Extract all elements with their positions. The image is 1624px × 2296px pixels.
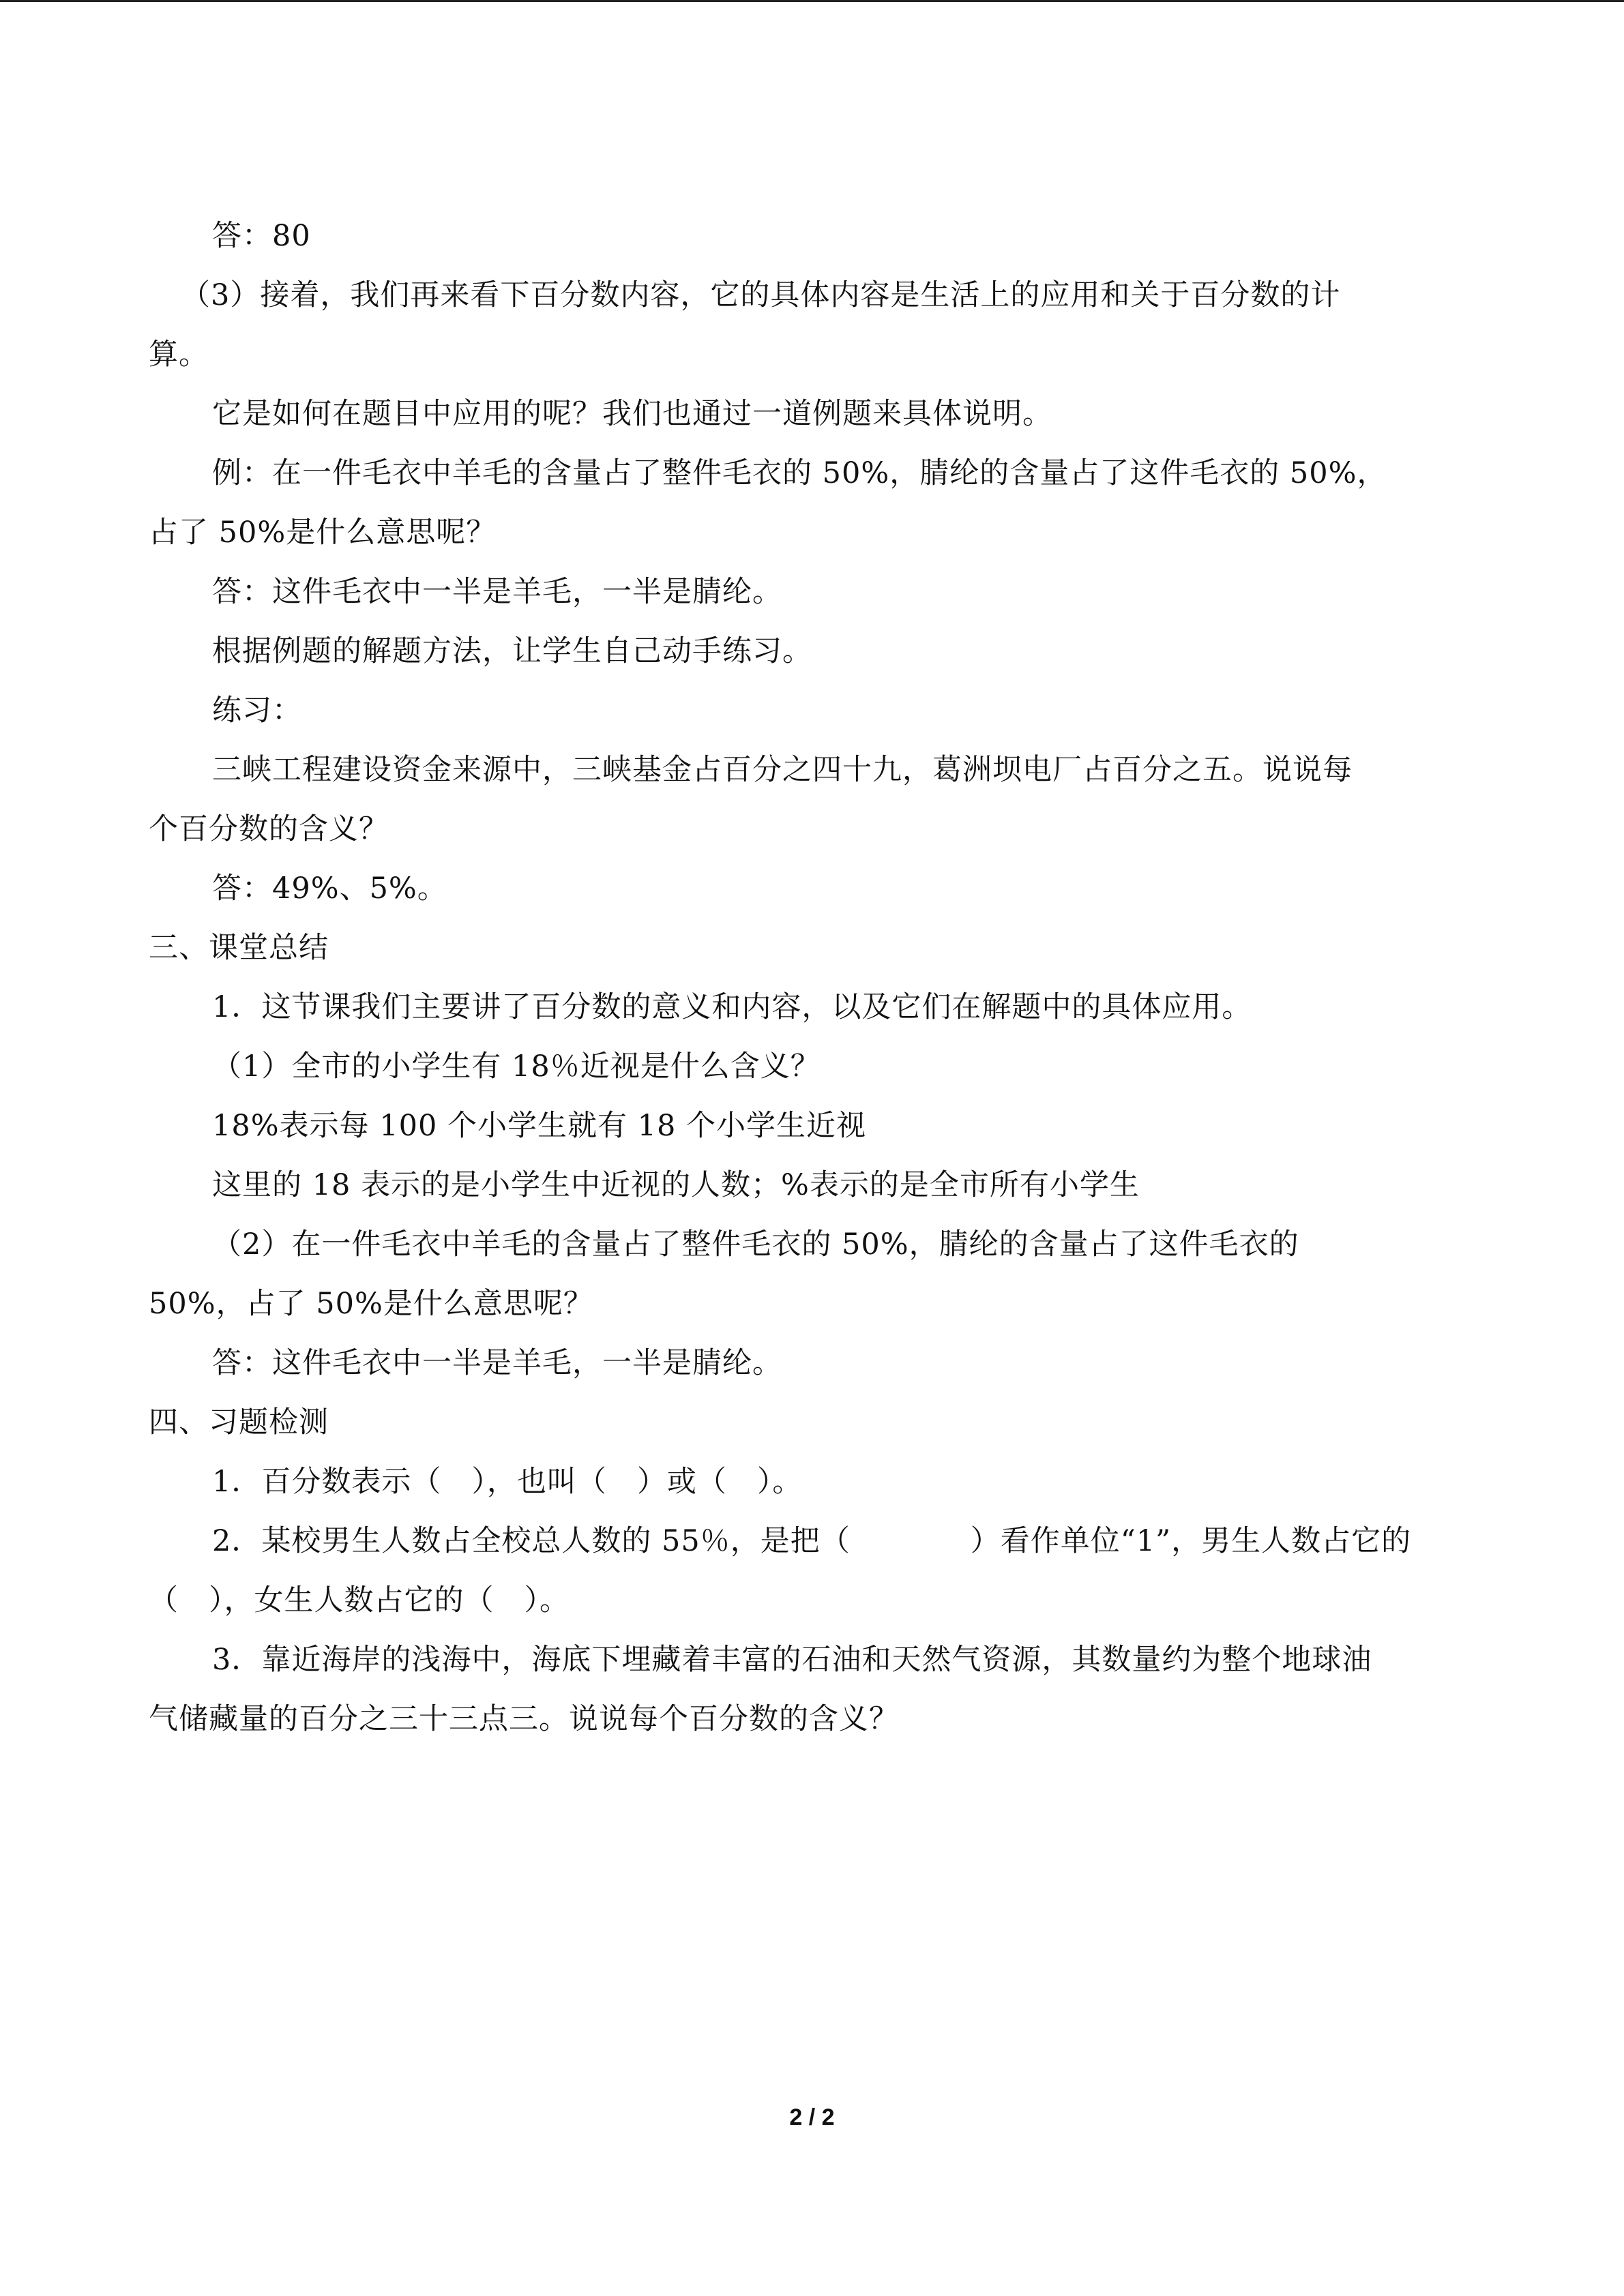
summary-answer-2: 答：这件毛衣中一半是羊毛，一半是腈纶。 xyxy=(212,1346,782,1380)
summary-item-1: 1．这节课我们主要讲了百分数的意义和内容，以及它们在解题中的具体应用。 xyxy=(212,990,1252,1024)
paragraph-3-continued: 算。 xyxy=(149,338,209,372)
exercise-3: 3．靠近海岸的浅海中，海底下埋藏着丰富的石油和天然气资源，其数量约为整个地球油 xyxy=(212,1643,1372,1677)
top-border-line xyxy=(0,0,1624,2)
exercise-1: 1．百分数表示（ ），也叫（ ）或（ ）。 xyxy=(212,1465,803,1499)
example-sweater: 例：在一件毛衣中羊毛的含量占了整件毛衣的 50%，腈纶的含量占了这件毛衣的 50%， xyxy=(212,456,1387,490)
exercise-2-continued: （ ），女生人数占它的（ ）。 xyxy=(149,1583,570,1617)
page-number: 2 / 2 xyxy=(789,2104,835,2130)
summary-question-1: （1）全市的小学生有 18％近视是什么含义？ xyxy=(212,1049,821,1084)
summary-question-2: （2）在一件毛衣中羊毛的含量占了整件毛衣的 50%，腈纶的含量占了这件毛衣的 xyxy=(212,1227,1299,1262)
example-sweater-continued: 占了 50%是什么意思呢？ xyxy=(149,516,497,550)
practice-three-gorges-continued: 个百分数的含义？ xyxy=(149,812,389,846)
section-heading-summary: 三、课堂总结 xyxy=(149,931,329,965)
summary-answer-1a: 18%表示每 100 个小学生就有 18 个小学生近视 xyxy=(212,1109,867,1143)
section-heading-exercises: 四、习题检测 xyxy=(149,1405,329,1440)
application-question: 它是如何在题目中应用的呢？我们也通过一道例题来具体说明。 xyxy=(212,397,1052,431)
exercise-2: 2．某校男生人数占全校总人数的 55％，是把（ ）看作单位“1”，男生人数占它的 xyxy=(212,1524,1412,1558)
paragraph-3-percent-intro: （3）接着，我们再来看下百分数内容，它的具体内容是生活上的应用和关于百分数的计 xyxy=(181,278,1341,312)
practice-three-gorges: 三峡工程建设资金来源中，三峡基金占百分之四十九，葛洲坝电厂占百分之五。说说每 xyxy=(212,753,1353,787)
practice-instruction: 根据例题的解题方法，让学生自己动手练习。 xyxy=(212,634,812,668)
exercise-3-continued: 气储藏量的百分之三十三点三。说说每个百分数的含义？ xyxy=(149,1702,899,1736)
answer-sweater: 答：这件毛衣中一半是羊毛，一半是腈纶。 xyxy=(212,575,782,609)
summary-question-2-continued: 50%，占了 50%是什么意思呢？ xyxy=(149,1287,593,1321)
answer-80: 答：80 xyxy=(212,219,311,253)
answer-three-gorges: 答：49%、5%。 xyxy=(212,871,447,906)
practice-label: 练习： xyxy=(212,694,302,728)
summary-answer-1b: 这里的 18 表示的是小学生中近视的人数；%表示的是全市所有小学生 xyxy=(212,1168,1140,1202)
